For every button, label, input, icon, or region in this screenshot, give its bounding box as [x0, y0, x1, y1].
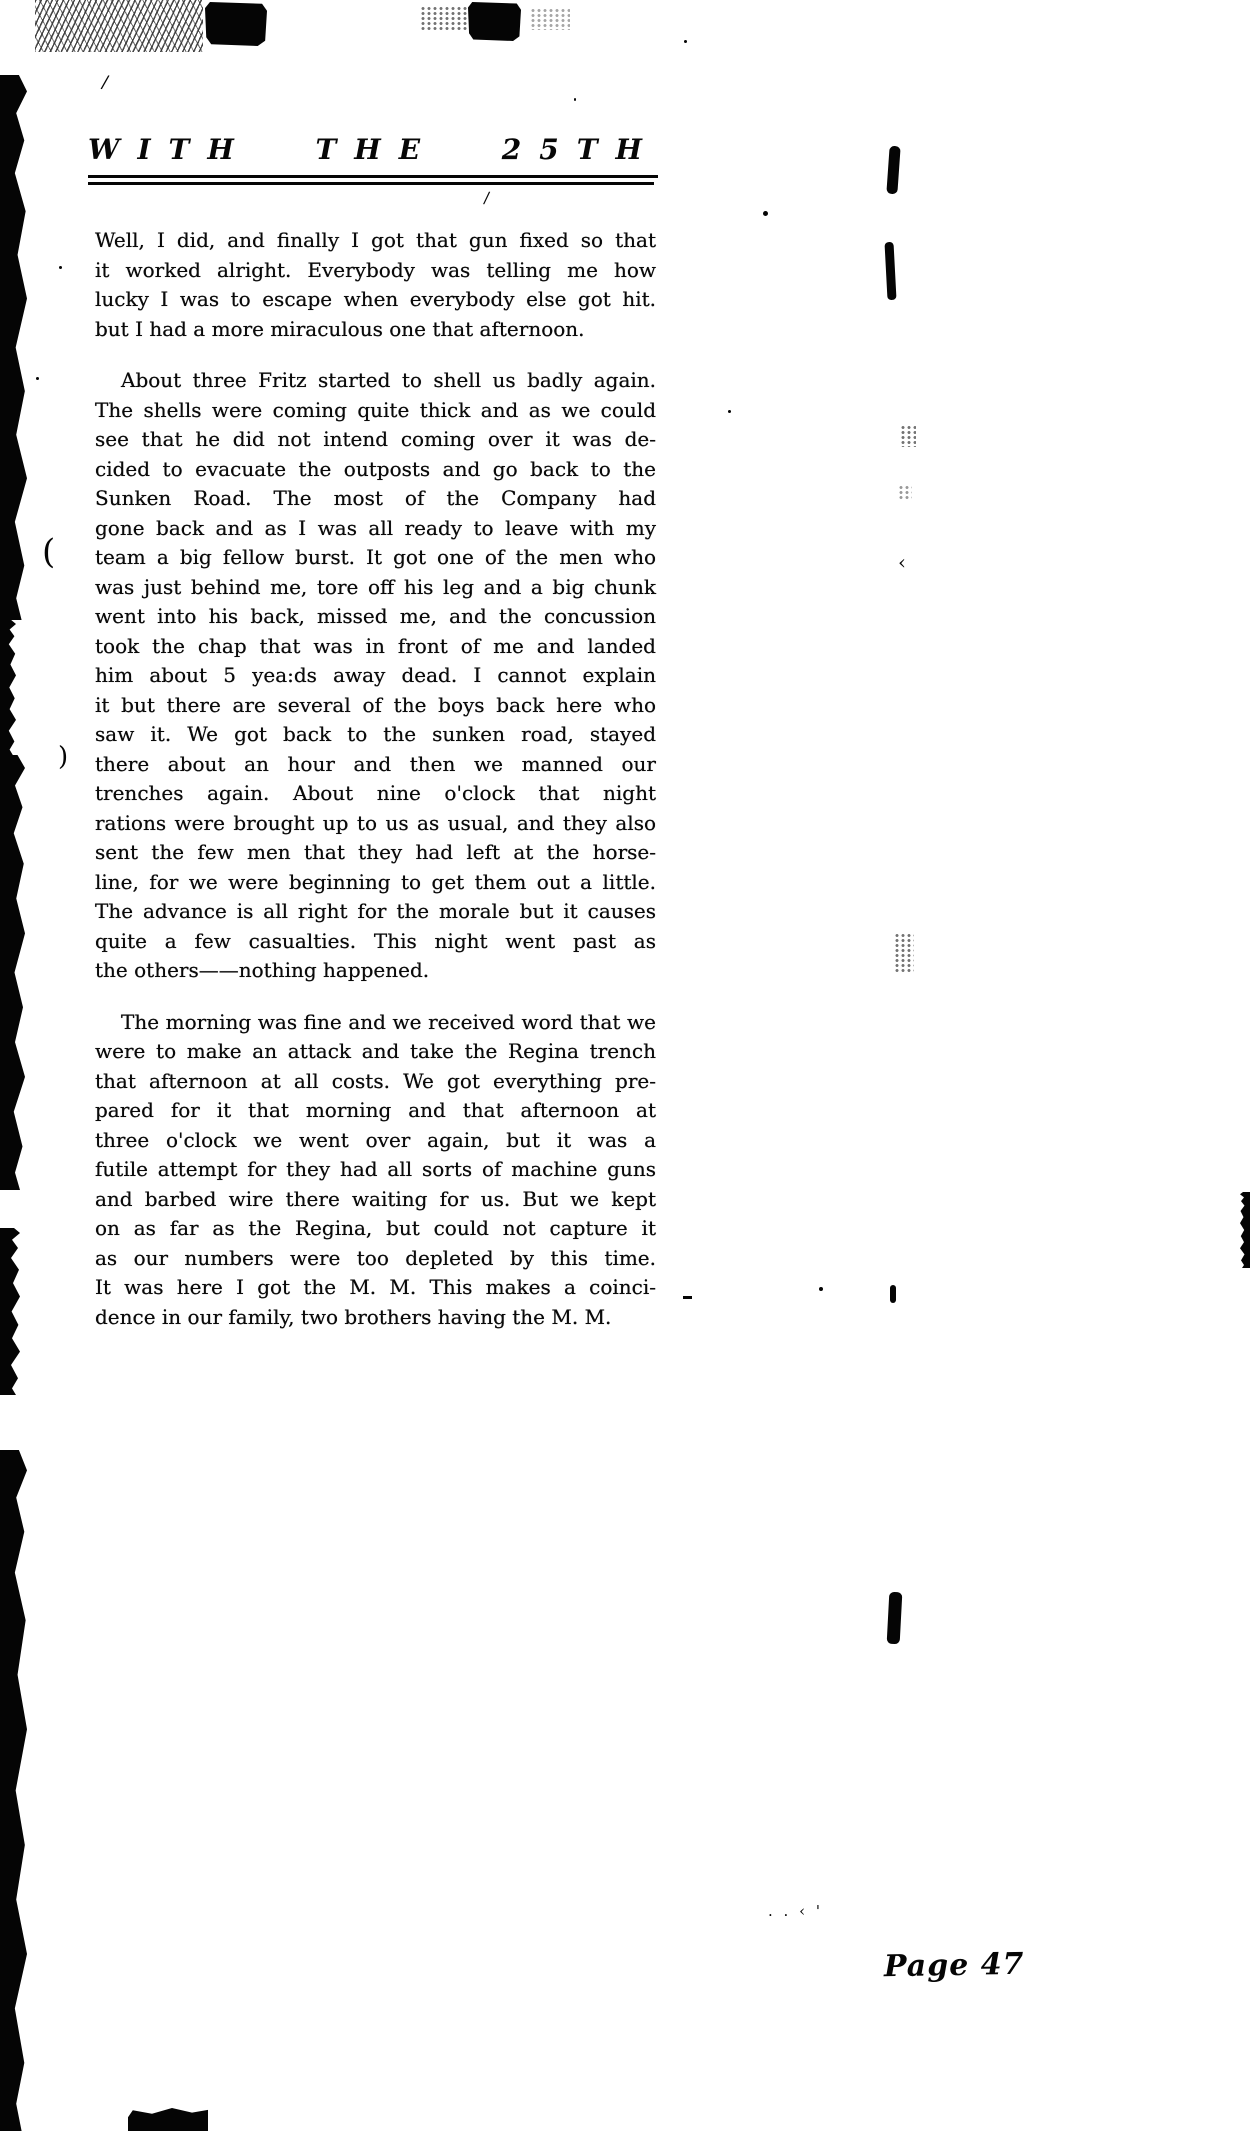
- scan-speckle-top-right: [530, 8, 570, 30]
- stray-paren-mark: (: [42, 532, 56, 572]
- text-line: About three Fritz started to shell us badly again.: [121, 368, 656, 392]
- text-line: The morning was fine and we received word that we: [121, 1009, 656, 1034]
- text-line: there about an hour and then we manned our: [95, 751, 656, 776]
- text-line: trenches again. About nine o'clock that night: [95, 781, 656, 805]
- margin-dash-4: [887, 1592, 903, 1645]
- text-line: lucky I was to escape when everybody else got hit.: [95, 287, 656, 311]
- stray-dot: [59, 266, 62, 269]
- gutter-bar-5: [0, 1450, 27, 2131]
- running-head-word-1: WITH: [88, 133, 252, 166]
- right-edge-bar: [1240, 1192, 1250, 1268]
- running-head-word-3: 25TH: [501, 133, 660, 166]
- scan-speckle-top-mid: [420, 6, 468, 32]
- text-line: The shells were coming quite thick and as we could: [95, 397, 656, 422]
- header-rule-bottom: [88, 182, 654, 185]
- stray-dot: [819, 1287, 823, 1291]
- header-rule-top: [88, 175, 658, 178]
- margin-speckle-2: [898, 485, 912, 501]
- text-line: pared for it that morning and that afternoon at: [95, 1098, 656, 1122]
- gutter-bar-2: [0, 620, 16, 755]
- text-line: line, for we were beginning to get them out a little.: [95, 869, 656, 894]
- stray-dot: [763, 211, 768, 216]
- text-line: that afternoon at all costs. We got everything pre-: [95, 1068, 656, 1093]
- text-line: but I had a more miraculous one that afternoon.: [95, 316, 585, 341]
- stray-slash-mark-2: /: [482, 187, 491, 208]
- margin-dash-1: [886, 146, 900, 195]
- running-head-word-2: THE: [315, 133, 439, 166]
- stray-slash-mark: /: [99, 71, 111, 94]
- text-line: on as far as the Regina, but could not capture it: [95, 1216, 656, 1240]
- stray-dash: [683, 1296, 692, 1299]
- gutter-bar-3: [0, 755, 25, 1190]
- text-line: and barbed wire there waiting for us. But we kept: [95, 1186, 656, 1211]
- text-line: It was here I got the M. M. This makes a coinci-: [95, 1275, 656, 1299]
- text-line: quite a few casualties. This night went past as: [95, 928, 656, 953]
- text-line: rations were brought up to us as usual, and they also: [95, 810, 656, 835]
- margin-speckle-1: [900, 425, 916, 447]
- margin-speckle-3: [894, 933, 914, 973]
- text-line: gone back and as I was all ready to leave with my: [95, 515, 656, 540]
- text-line: The advance is all right for the morale but it causes: [95, 899, 656, 923]
- ink-bar-bottom: [128, 2108, 208, 2131]
- text-line: dence in our family, two brothers having the M. M.: [95, 1304, 612, 1329]
- text-line: team a big fellow burst. It got one of the men who: [95, 545, 656, 569]
- text-line: as our numbers were too depleted by this time.: [95, 1245, 656, 1270]
- stray-dot: [36, 377, 39, 380]
- margin-dash-3: [890, 1285, 896, 1303]
- text-line: were to make an attack and take the Regina trench: [95, 1039, 656, 1063]
- text-line: futile attempt for they had all sorts of machine guns: [95, 1157, 656, 1181]
- stray-dot: [684, 40, 687, 43]
- text-line: sent the few men that they had left at the horse-: [95, 840, 656, 864]
- margin-dash-2: [884, 242, 896, 300]
- margin-angle-mark: ‹: [898, 550, 906, 574]
- stray-dot: [574, 98, 576, 101]
- text-line: it but there are several of the boys back here who: [95, 692, 656, 717]
- text-line: it worked alright. Everybody was telling me how: [95, 257, 656, 282]
- paragraph: [95, 366, 656, 986]
- paragraph: [95, 226, 656, 344]
- text-line: Sunken Road. The most of the Company had: [95, 486, 656, 510]
- ink-blob-top-2: [468, 2, 521, 41]
- stray-dot: [728, 410, 731, 413]
- text-line: him about 5 yea:ds away dead. I cannot explain: [95, 663, 656, 687]
- text-line: cided to evacuate the outposts and go back to the: [95, 456, 656, 481]
- scan-noise-top-left: [35, 0, 203, 52]
- stray-paren-mark-2: ): [58, 742, 69, 772]
- ink-blob-top-1: [205, 2, 267, 46]
- text-line: went into his back, missed me, and the concussion: [95, 604, 656, 628]
- stray-tick-marks: . . ‹ ': [768, 1902, 823, 1920]
- text-line: see that he did not intend coming over it was de-: [95, 427, 656, 451]
- gutter-bar-4: [0, 1228, 20, 1395]
- page-number: Page 47: [883, 1946, 1025, 1985]
- text-line: saw it. We got back to the sunken road, stayed: [95, 722, 656, 746]
- gutter-bar-1: [0, 75, 27, 620]
- text-line: three o'clock we went over again, but it was a: [95, 1127, 656, 1152]
- text-line: the others——nothing happened.: [95, 958, 430, 982]
- text-line: Well, I did, and finally I got that gun fixed so that: [95, 228, 656, 252]
- text-line: took the chap that was in front of me and landed: [95, 633, 656, 658]
- paragraph: [95, 1008, 656, 1333]
- body-text: [95, 226, 656, 1332]
- text-line: was just behind me, tore off his leg and a big chunk: [95, 574, 656, 599]
- running-head: [88, 133, 660, 166]
